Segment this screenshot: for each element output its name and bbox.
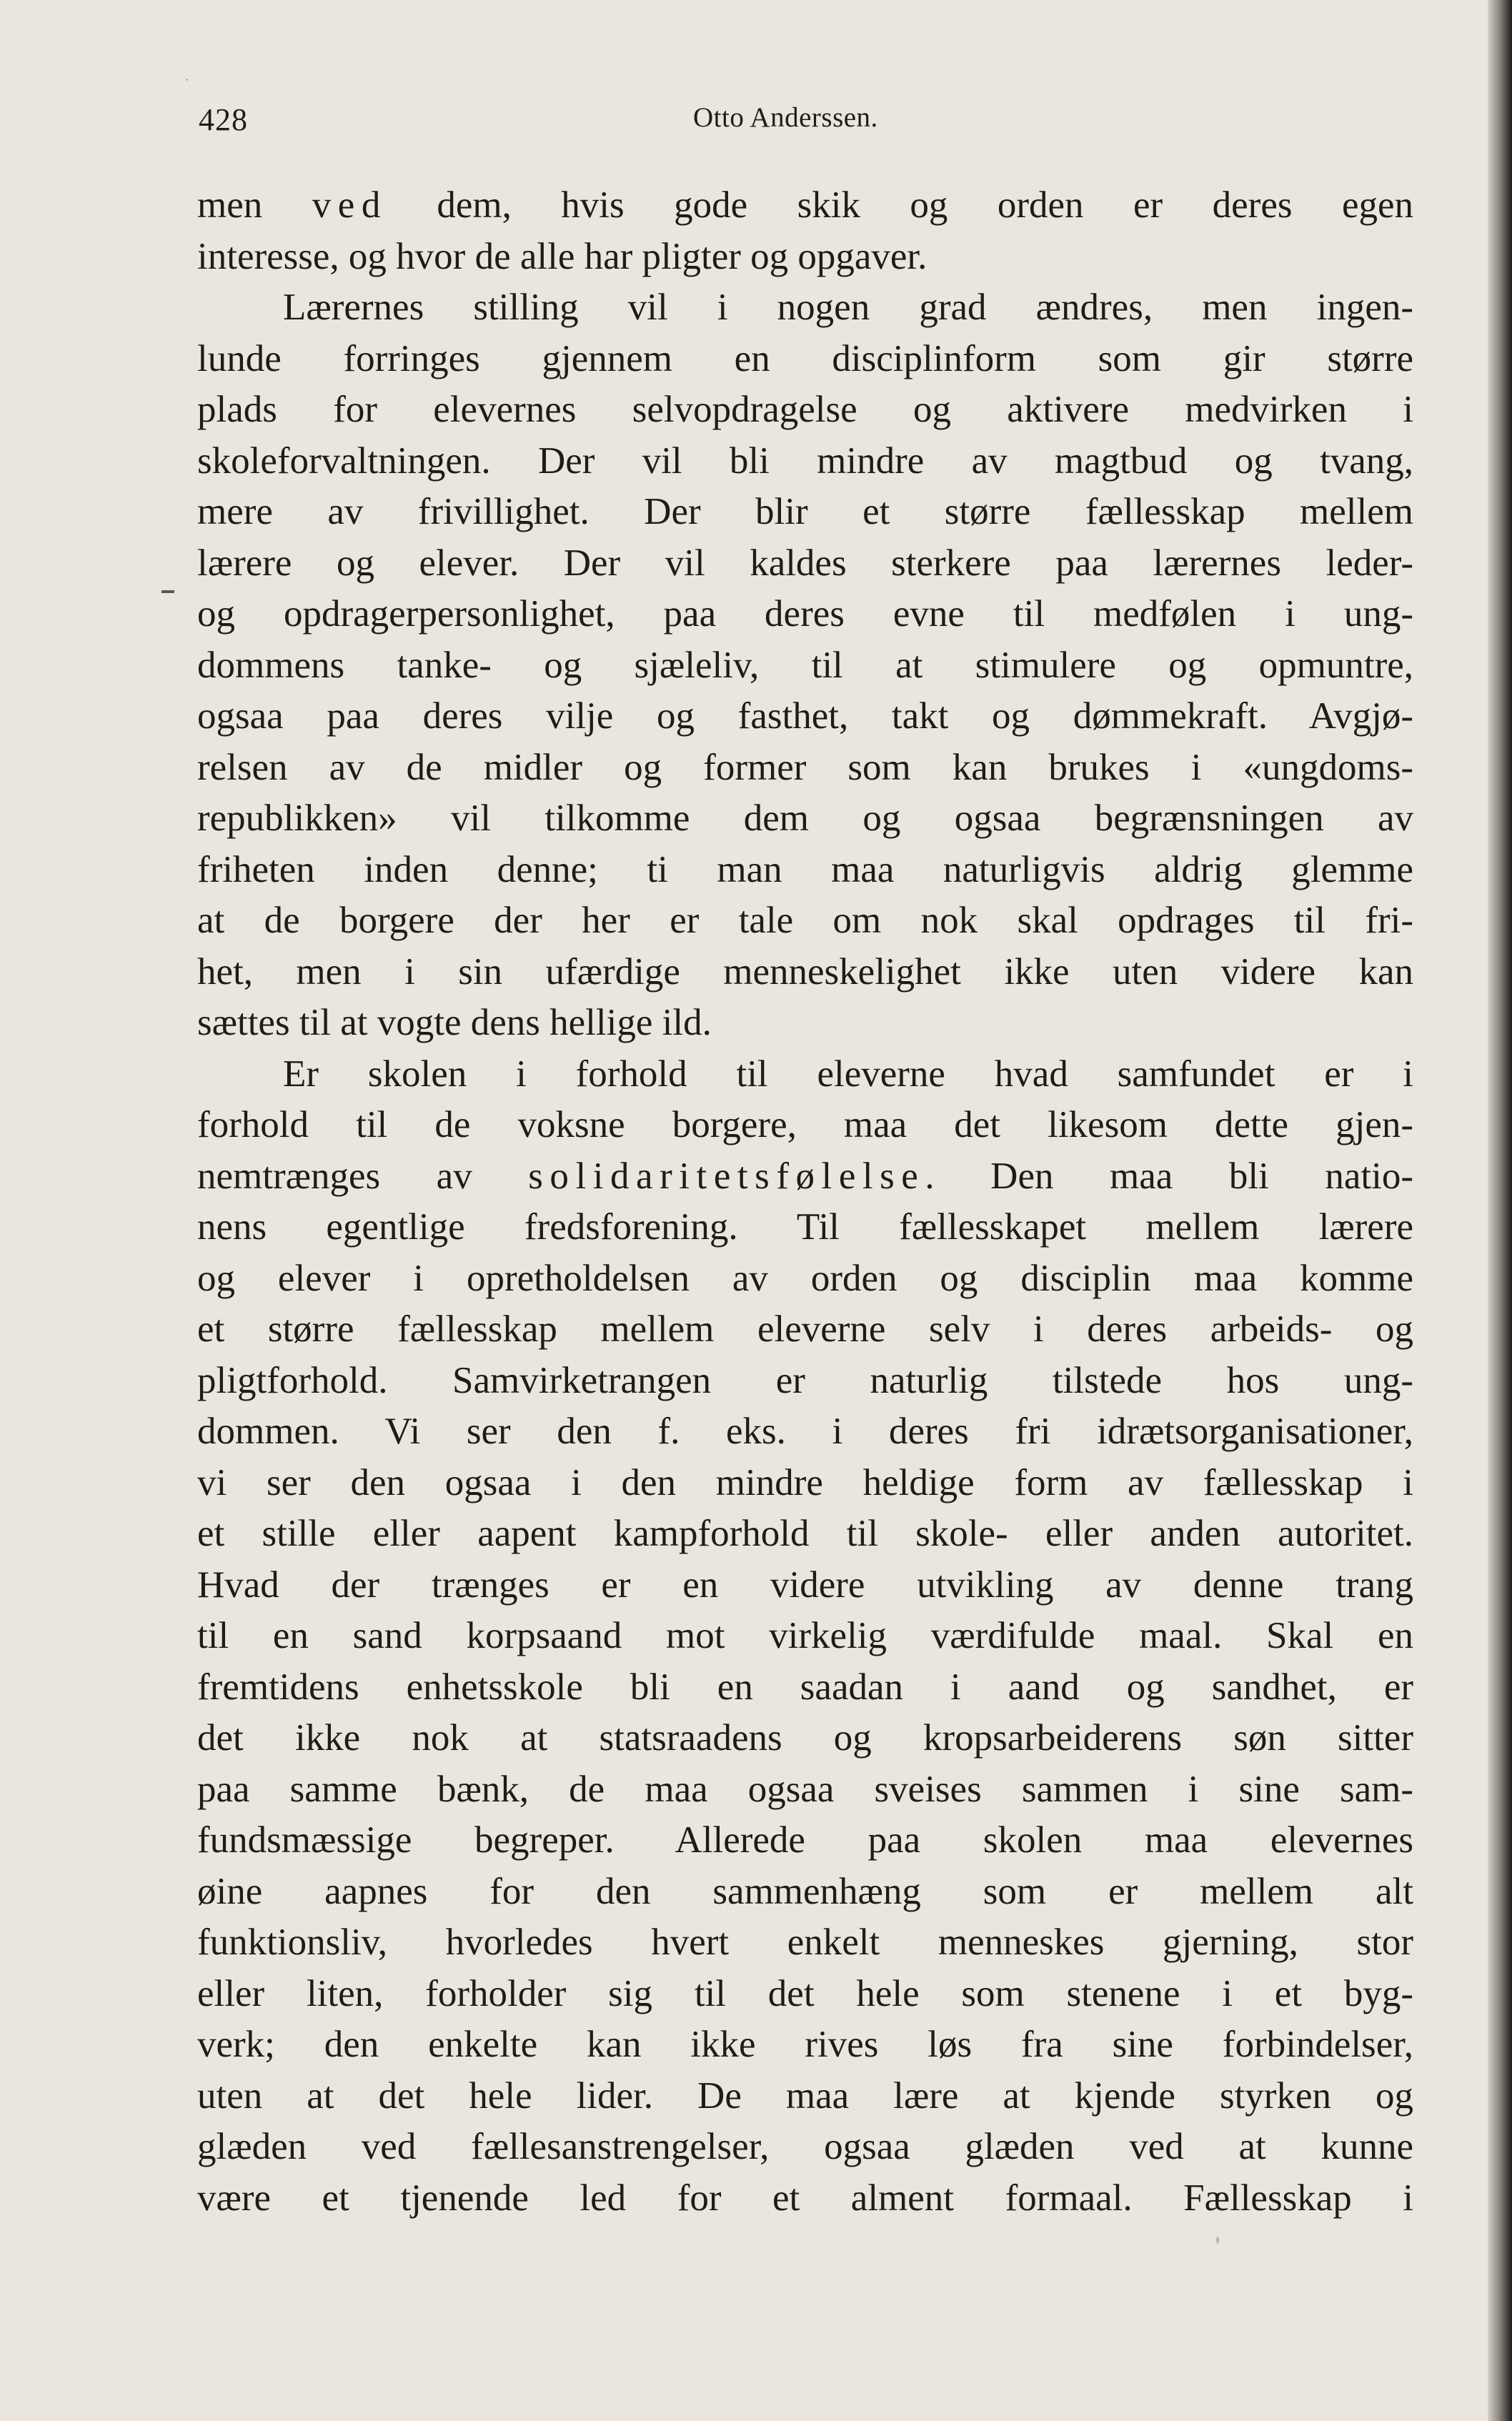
text-line: et større fællesskap mellem eleverne selv i deres arbeids- og	[197, 1308, 1413, 1350]
text-line: fundsmæssige begreper. Allerede paa skolen maa elevernes	[197, 1819, 1413, 1861]
text-line: dommen. Vi ser den f. eks. i deres fri idrætsorganisationer,	[197, 1411, 1413, 1452]
emphasized-word: solidaritetsfølelse	[528, 1155, 925, 1197]
text-line: være et tjenende led for et alment formaal. Fællesskap i	[197, 2177, 1413, 2219]
text-line: nens egentlige fredsforening. Til fællesskapet mellem lærere	[197, 1206, 1413, 1248]
text-line: plads for elevernes selvopdragelse og aktivere medvirken i	[197, 389, 1413, 430]
text-line: het, men i sin ufærdige menneskelighet ikke uten videre kan	[197, 950, 1413, 993]
emphasized-word: ved	[312, 184, 387, 226]
text-line: ogsaa paa deres vilje og fasthet, takt og dømmekraft. Avgjø-	[197, 695, 1413, 737]
body-text	[197, 180, 1413, 2224]
text-line: skoleforvaltningen. Der vil bli mindre av magtbud og tvang,	[197, 439, 1413, 482]
text-line: interesse, og hvor de alle har pligter og opgaver.	[197, 235, 927, 277]
page-number: 428	[199, 102, 248, 137]
text-line: et stille eller aapent kampforhold til skole- eller anden autoritet.	[197, 1513, 1413, 1554]
text-line: Er skolen i forhold til eleverne hvad samfundet er i	[283, 1053, 1413, 1095]
text-line: vi ser den ogsaa i den mindre heldige form av fællesskap i	[197, 1461, 1413, 1503]
margin-mark	[161, 590, 174, 593]
text-line: verk; den enkelte kan ikke rives løs fra sine forbindelser,	[197, 2024, 1413, 2065]
text-line: Lærernes stilling vil i nogen grad ændres, men ingen-	[283, 287, 1413, 328]
text-line: Hvad der trænges er en videre utvikling av denne trang	[197, 1564, 1413, 1606]
text-line: dommens tanke- og sjæleliv, til at stimulere og opmuntre,	[197, 644, 1413, 686]
text-line: forhold til de voksne borgere, maa det likesom dette gjen-	[197, 1104, 1413, 1145]
text-line: uten at det hele lider. De maa lære at kjende styrken og	[197, 2074, 1413, 2117]
text-line: lunde forringes gjennem en disciplinform som gir større	[197, 337, 1413, 379]
text-line: mere av frivillighet. Der blir et større fællesskap mellem	[197, 491, 1413, 532]
text-line: det ikke nok at statsraadens og kropsarbeiderens søn sitter	[197, 1717, 1413, 1759]
text-line: og opdragerpersonlighet, paa deres evne til medfølen i ung-	[197, 593, 1413, 635]
text-line: lærere og elever. Der vil kaldes sterkere paa lærernes leder-	[197, 542, 1413, 584]
text-line: fremtidens enhetsskole bli en saadan i aand og sandhet, er	[197, 1666, 1413, 1708]
text-line: og elever i opretholdelsen av orden og disciplin maa komme	[197, 1257, 1413, 1299]
running-head: Otto Anderssen.	[693, 102, 878, 133]
text-line: men ved dem, hvis gode skik og orden er deres egen	[197, 184, 1413, 226]
text-line: pligtforhold. Samvirketrangen er naturlig tilstede hos ung-	[197, 1359, 1413, 1401]
text-line: at de borgere der her er tale om nok skal opdrages til fri-	[197, 900, 1413, 941]
text-line: nemtrænges av solidaritetsfølelse. Den maa bli natio-	[197, 1155, 1413, 1197]
text-line: eller liten, forholder sig til det hele som stenene i et byg-	[197, 1972, 1413, 2014]
paper-speck	[1216, 2237, 1219, 2244]
paper-speck	[186, 79, 188, 81]
text-line: glæden ved fællesanstrengelser, ogsaa glæden ved at kunne	[197, 2126, 1413, 2167]
text-line: relsen av de midler og former som kan brukes i «ungdoms-	[197, 746, 1413, 788]
text-line: til en sand korpsaand mot virkelig værdifulde maal. Skal en	[197, 1615, 1413, 1656]
page-edge-shadow	[1488, 0, 1512, 2421]
text-line: friheten inden denne; ti man maa naturligvis aldrig glemme	[197, 848, 1413, 890]
text-line: republikken» vil tilkomme dem og ogsaa begrænsningen av	[197, 797, 1413, 839]
text-line: øine aapnes for den sammenhæng som er mellem alt	[197, 1870, 1413, 1912]
page-header	[199, 101, 1413, 151]
text-line: paa samme bænk, de maa ogsaa sveises sammen i sine sam-	[197, 1768, 1413, 1810]
text-line: sættes til at vogte dens hellige ild.	[197, 1002, 712, 1043]
text-line: funktionsliv, hvorledes hvert enkelt menneskes gjerning, stor	[197, 1922, 1413, 1963]
